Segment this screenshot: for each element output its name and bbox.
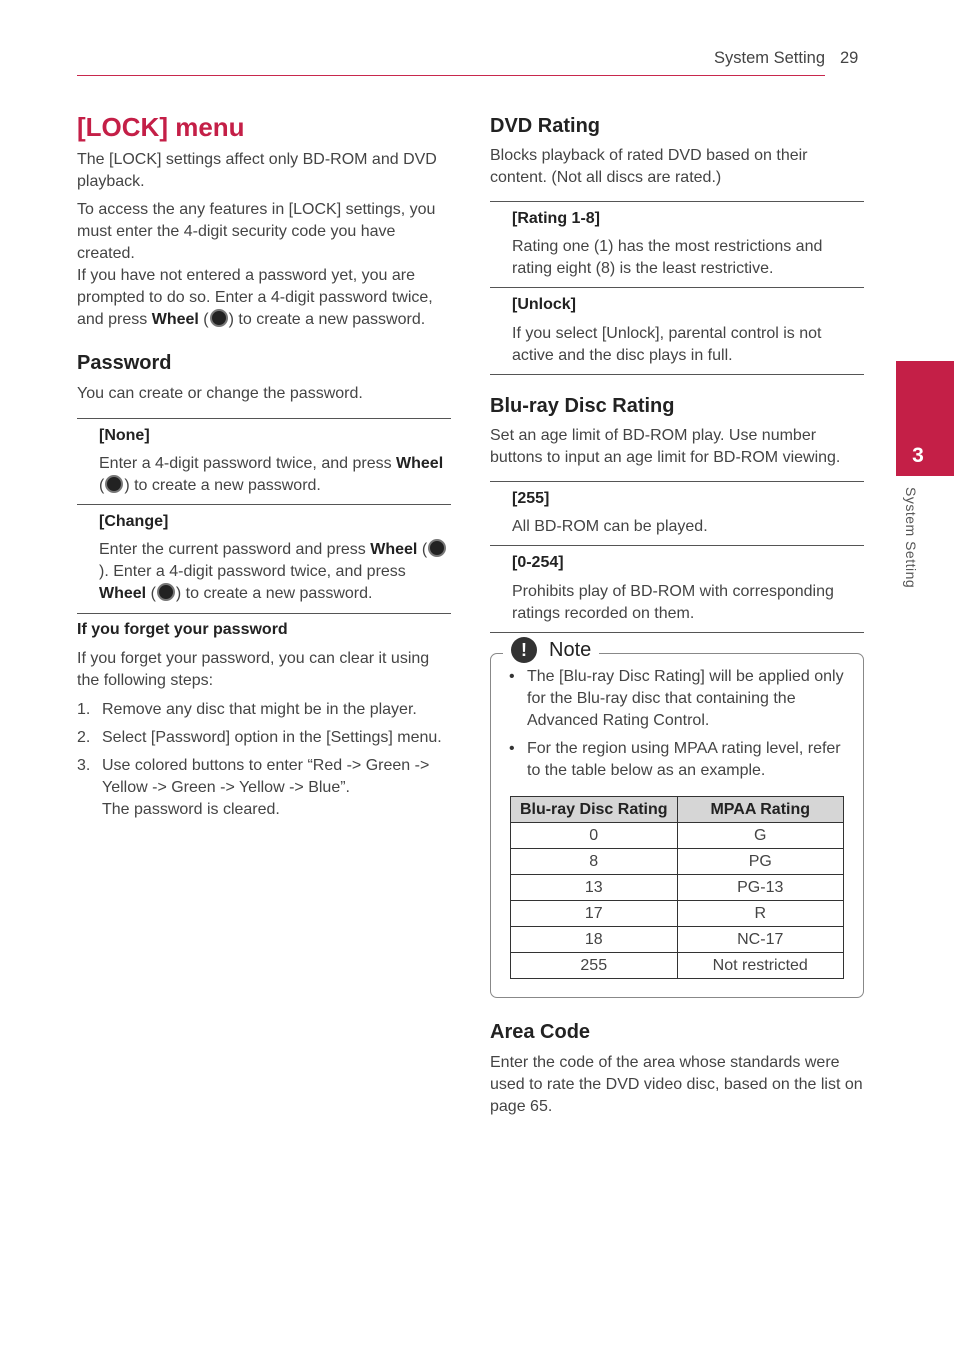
bluray-option-255-title: [255]	[512, 490, 550, 507]
wheel-label: Wheel	[151, 311, 199, 328]
note-content	[509, 666, 849, 788]
list-item: • For the region using MPAA rating level, refer to the table below as an example.	[509, 738, 849, 782]
forget-password-heading: If you forget your password	[77, 621, 288, 638]
table-row	[511, 953, 844, 979]
table-cell: 8	[511, 849, 678, 875]
area-code-heading: Area Code	[490, 1021, 591, 1043]
forget-password-steps	[77, 699, 451, 821]
table-row	[511, 901, 844, 927]
table-header-row	[511, 797, 844, 823]
chapter-label: System Setting	[903, 487, 919, 589]
dvd-option-rating-title: [Rating 1-8]	[512, 210, 600, 227]
table-cell: PG	[677, 849, 844, 875]
list-item: 2. Select [Password] option in the [Settings] menu.	[77, 729, 442, 746]
bluray-option-0-254	[490, 545, 864, 633]
password-description: You can create or change the password.	[77, 385, 363, 402]
table-row	[511, 927, 844, 953]
option-change-text: Enter the current password and press Wheel (). Enter a 4-digit password twice, and press Wheel ( ) to create a new password.	[99, 539, 451, 605]
rating-table	[510, 796, 844, 979]
table-cell: 18	[511, 927, 678, 953]
area-code-description: Enter the code of the area whose standards were used to rate the DVD video disc, based on the list on page 65.	[490, 1054, 863, 1115]
bluray-rating-heading: Blu-ray Disc Rating	[490, 395, 675, 417]
list-item: 1. Remove any disc that might be in the player.	[77, 701, 417, 718]
note-header	[503, 637, 599, 663]
dvd-option-unlock	[490, 287, 864, 375]
wheel-icon	[428, 539, 446, 557]
table-cell: 255	[511, 953, 678, 979]
table-cell: PG-13	[677, 875, 844, 901]
table-cell: 0	[511, 823, 678, 849]
left-column	[77, 112, 451, 827]
intro-paragraph-1: The [LOCK] settings affect only BD-ROM and DVD playback.	[77, 151, 437, 190]
header-divider	[77, 75, 825, 76]
intro-paragraph-2: To access the any features in [LOCK] settings, you must enter the 4-digit security code you have created.	[77, 201, 436, 262]
forget-password-description: If you forget your password, you can clear it using the following steps:	[77, 650, 430, 689]
wheel-icon	[157, 583, 175, 601]
area-code-section	[490, 1019, 864, 1118]
dvd-rating-heading: DVD Rating	[490, 115, 600, 137]
option-none-title: [None]	[99, 427, 150, 444]
dvd-option-rating-text: Rating one (1) has the most restrictions and rating eight (8) is the least restrictive.	[512, 238, 823, 277]
note-title: Note	[549, 638, 592, 661]
table-cell: 17	[511, 901, 678, 927]
dvd-option-unlock-text: If you select [Unlock], parental control is not active and the disc plays in full.	[512, 325, 822, 364]
note-box	[490, 638, 864, 998]
table-cell: Not restricted	[677, 953, 844, 979]
option-change-title: [Change]	[99, 513, 169, 530]
table-cell: 13	[511, 875, 678, 901]
table-cell: R	[677, 901, 844, 927]
chapter-number: 3	[912, 444, 924, 467]
table-row	[511, 849, 844, 875]
page-number: 29	[840, 49, 859, 67]
dvd-option-unlock-title: [Unlock]	[512, 296, 576, 313]
bluray-option-0-254-text: Prohibits play of BD-ROM with corresponding ratings recorded on them.	[512, 583, 834, 622]
wheel-icon	[105, 475, 123, 493]
list-item: 3. Use colored buttons to enter “Red -> Green -> Yellow -> Green -> Yellow -> Blue”. The password is cleared.	[77, 757, 430, 818]
password-option-change	[77, 504, 451, 614]
option-none-text: Enter a 4-digit password twice, and press Wheel ( ) to create a new password.	[99, 455, 444, 494]
password-heading: Password	[77, 352, 172, 374]
dvd-option-rating	[490, 201, 864, 287]
dvd-rating-description: Blocks playback of rated DVD based on their content. (Not all discs are rated.)	[490, 147, 808, 186]
bluray-option-255-text: All BD-ROM can be played.	[512, 518, 708, 535]
wheel-icon	[210, 309, 228, 327]
right-column	[490, 113, 864, 633]
intro-paragraph-3: If you have not entered a password yet, you are prompted to do so. Enter a 4-digit password twice, and press Wheel ( ) to create a new password.	[77, 267, 433, 328]
table-header-cell: Blu-ray Disc Rating	[511, 797, 678, 823]
page-title: [LOCK] menu	[77, 112, 245, 142]
table-row	[511, 823, 844, 849]
password-option-none	[77, 418, 451, 504]
bluray-option-0-254-title: [0-254]	[512, 554, 564, 571]
table-cell: NC-17	[677, 927, 844, 953]
exclamation-icon: !	[511, 637, 537, 663]
table-row	[511, 875, 844, 901]
table-header-cell: MPAA Rating	[677, 797, 844, 823]
bluray-rating-description: Set an age limit of BD-ROM play. Use number buttons to input an age limit for BD-ROM viewing.	[490, 427, 841, 466]
header-section-title: System Setting	[714, 49, 825, 67]
table-cell: G	[677, 823, 844, 849]
list-item: • The [Blu-ray Disc Rating] will be applied only for the Blu-ray disc that containing the Advanced Rating Control.	[509, 666, 849, 732]
bluray-option-255	[490, 481, 864, 545]
note-bullets	[509, 666, 849, 782]
